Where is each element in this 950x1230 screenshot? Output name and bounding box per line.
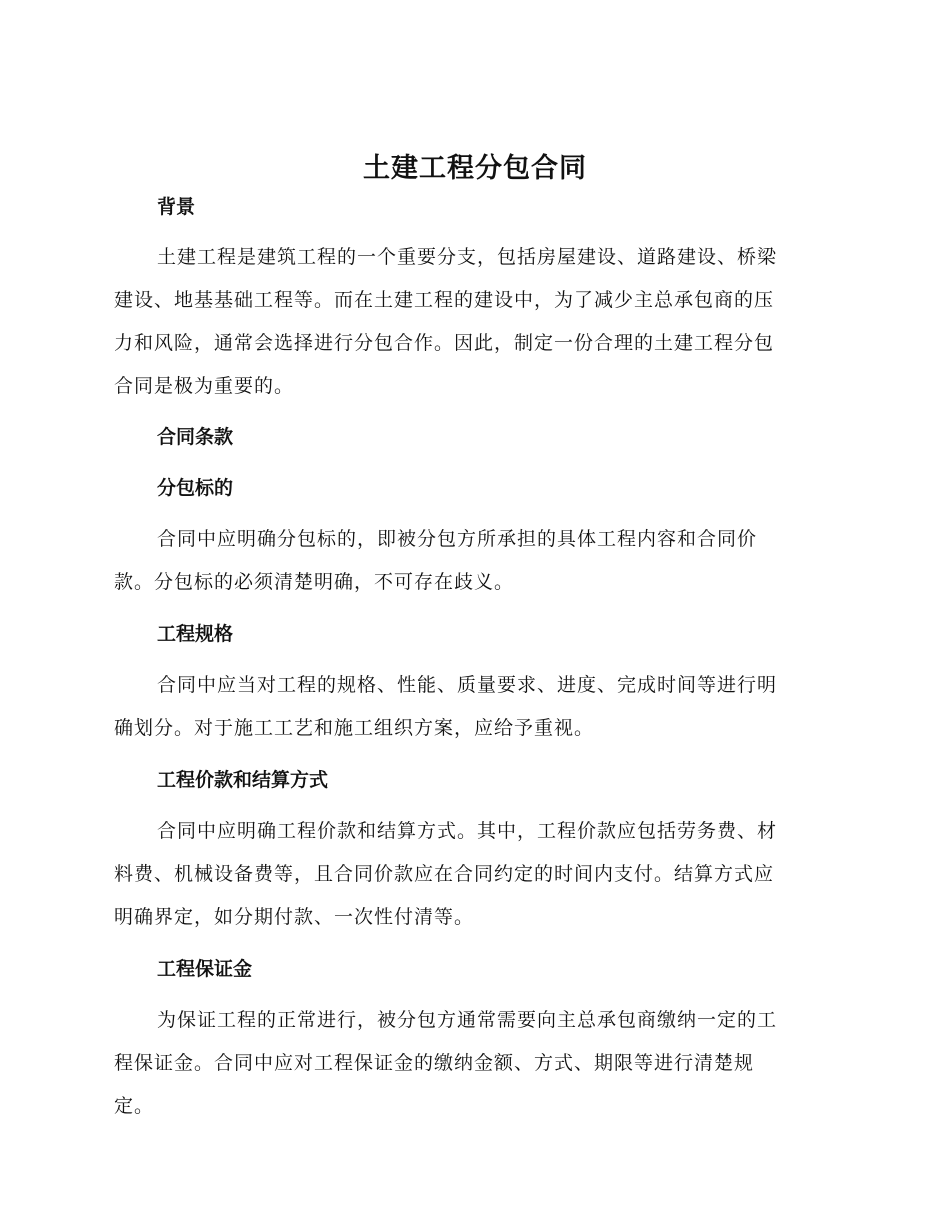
paragraph-line: 合同是极为重要的。 (114, 375, 295, 397)
section-heading-contract-terms: 合同条款 (157, 426, 234, 448)
section-heading-engineering-spec: 工程规格 (157, 623, 234, 645)
paragraph-line: 合同中应当对工程的规格、性能、质量要求、进度、完成时间等进行明 (157, 674, 778, 696)
paragraph-guarantee-deposit (114, 999, 844, 1128)
section-heading-price-settlement: 工程价款和结算方式 (157, 769, 329, 791)
paragraph-line: 土建工程是建筑工程的一个重要分支，包括房屋建设、道路建设、桥梁 (157, 246, 778, 268)
paragraph-line: 合同中应明确工程价款和结算方式。其中，工程价款应包括劳务费、材 (157, 820, 778, 842)
paragraph-line: 款。分包标的必须清楚明确，不可存在歧义。 (114, 571, 515, 593)
paragraph-line: 定。 (114, 1095, 155, 1117)
paragraph-line: 料费、机械设备费等，且合同价款应在合同约定的时间内支付。结算方式应 (114, 863, 775, 885)
paragraph-line: 力和风险，通常会选择进行分包合作。因此，制定一份合理的土建工程分包 (114, 332, 775, 354)
section-heading-subcontract-subject: 分包标的 (157, 477, 234, 499)
paragraph-line: 合同中应明确分包标的，即被分包方所承担的具体工程内容和合同价 (157, 528, 758, 550)
paragraph-line: 程保证金。合同中应对工程保证金的缴纳金额、方式、期限等进行清楚规 (114, 1052, 755, 1074)
paragraph-subcontract-subject (114, 518, 844, 604)
section-heading-background: 背景 (157, 196, 196, 218)
paragraph-background (114, 236, 844, 408)
paragraph-line: 明确界定，如分期付款、一次性付清等。 (114, 906, 475, 928)
paragraph-line: 确划分。对于施工工艺和施工组织方案，应给予重视。 (114, 717, 595, 739)
document-title: 土建工程分包合同 (363, 153, 587, 184)
paragraph-line: 建设、地基基础工程等。而在土建工程的建设中，为了减少主总承包商的压 (114, 289, 775, 311)
section-heading-guarantee-deposit: 工程保证金 (157, 958, 253, 980)
paragraph-line: 为保证工程的正常进行，被分包方通常需要向主总承包商缴纳一定的工 (157, 1009, 778, 1031)
paragraph-price-settlement (114, 810, 844, 939)
paragraph-engineering-spec (114, 664, 844, 750)
